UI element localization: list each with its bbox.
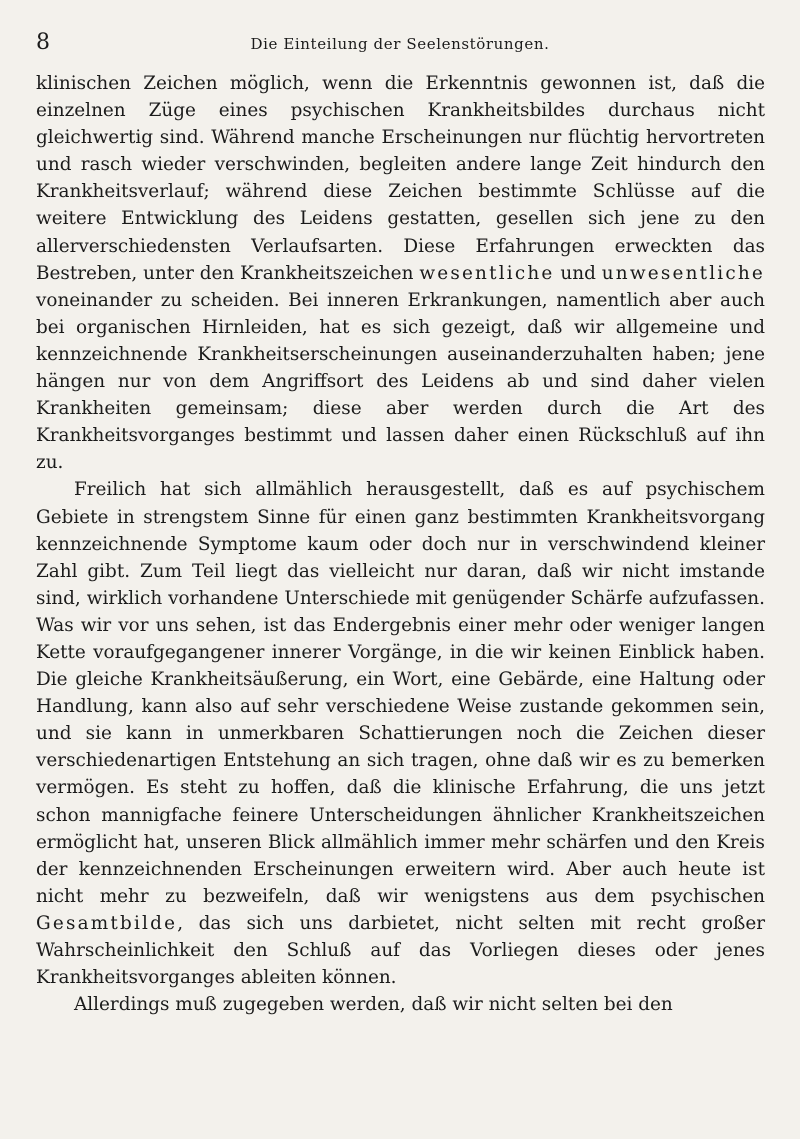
paragraph — [36, 991, 765, 1018]
emphasis: unwesentliche — [601, 262, 766, 284]
text-run: Allerdings muß zugegeben werden, daß wir nicht selten bei den — [74, 994, 673, 1016]
emphasis: wesentliche — [419, 262, 555, 284]
paragraph — [36, 476, 765, 991]
page-header — [36, 28, 764, 58]
text-run: klinischen Zeichen möglich, wenn die Erkenntnis gewonnen ist, daß die einzelnen Züge eines psychischen Krankheitsbildes durchaus nicht gleichwertig sind. Während manche Erscheinungen nur flüchtig hervortreten und rasch wieder verschwinden, begleiten andere lange Zeit hindurch den Krankheitsverlauf; während diese Zeichen bestimmte Schlüsse auf die weitere Entwicklung des Leidens gestatten, gesellen sich jene zu den allerverschiedensten Verlaufsarten. Diese Erfahrungen erweckten das Bestreben, unter den Krankheitszeichen — [36, 73, 765, 284]
paragraph — [36, 70, 765, 476]
text-run: Freilich hat sich allmählich herausgestellt, daß es auf psychischem Gebiete in strengstem Sinne für einen ganz bestimmten Krankheitsvorgang kennzeichnende Symptome kaum oder doch nur in verschwindend kleiner Zahl gibt. Zum Teil liegt das vielleicht nur daran, daß wir nicht imstande sind, wirklich vorhandene Unterschiede mit genügender Schärfe aufzufassen. Was wir vor uns sehen, ist das Endergebnis einer mehr oder weniger langen Kette voraufgegangener innerer Vorgänge, in die wir keinen Einblick haben. Die gleiche Krankheitsäußerung, ein Wort, eine Gebärde, eine Haltung oder Handlung, kann also auf sehr verschiedene Weise zustande gekommen sein, und sie kann in unmerkbaren Schattierungen noch die Zeichen dieser verschiedenartigen Entstehung an sich tragen, ohne daß wir es zu bemerken vermögen. Es steht zu hoffen, daß die klinische Erfahrung, die uns jetzt schon mannigfache feinere Unterscheidungen ähnlicher Krankheitszeichen ermöglicht hat, unseren Blick allmählich immer mehr schärfen und den Kreis der kennzeichnenden Erscheinungen erweitern wird. Aber auch heute ist nicht mehr zu bezweifeln, daß wir wenigstens aus dem psychischen — [36, 479, 765, 907]
text-run: und — [554, 262, 602, 284]
running-title: Die Einteilung der Seelenstörungen. — [250, 35, 550, 53]
text-run: , das sich uns darbietet, nicht selten mit recht großer Wahrscheinlichkeit den Schluß auf das Vorliegen dieses oder jenes Krankheitsvorganges ableiten können. — [36, 912, 765, 989]
body-text — [36, 70, 765, 1018]
page-number: 8 — [36, 30, 50, 55]
emphasis: Gesamtbilde — [36, 912, 178, 934]
text-run: voneinander zu scheiden. Bei inneren Erkrankungen, namentlich aber auch bei organischen Hirnleiden, hat es sich gezeigt, daß wir allgemeine und kennzeichnende Krankheitserscheinungen auseinanderzuhalten haben; jene hängen nur von dem Angriffsort des Leidens ab und sind daher vielen Krankheiten gemeinsam; diese aber werden durch die Art des Krankheitsvorganges bestimmt und lassen daher einen Rückschluß auf ihn zu. — [36, 289, 765, 474]
